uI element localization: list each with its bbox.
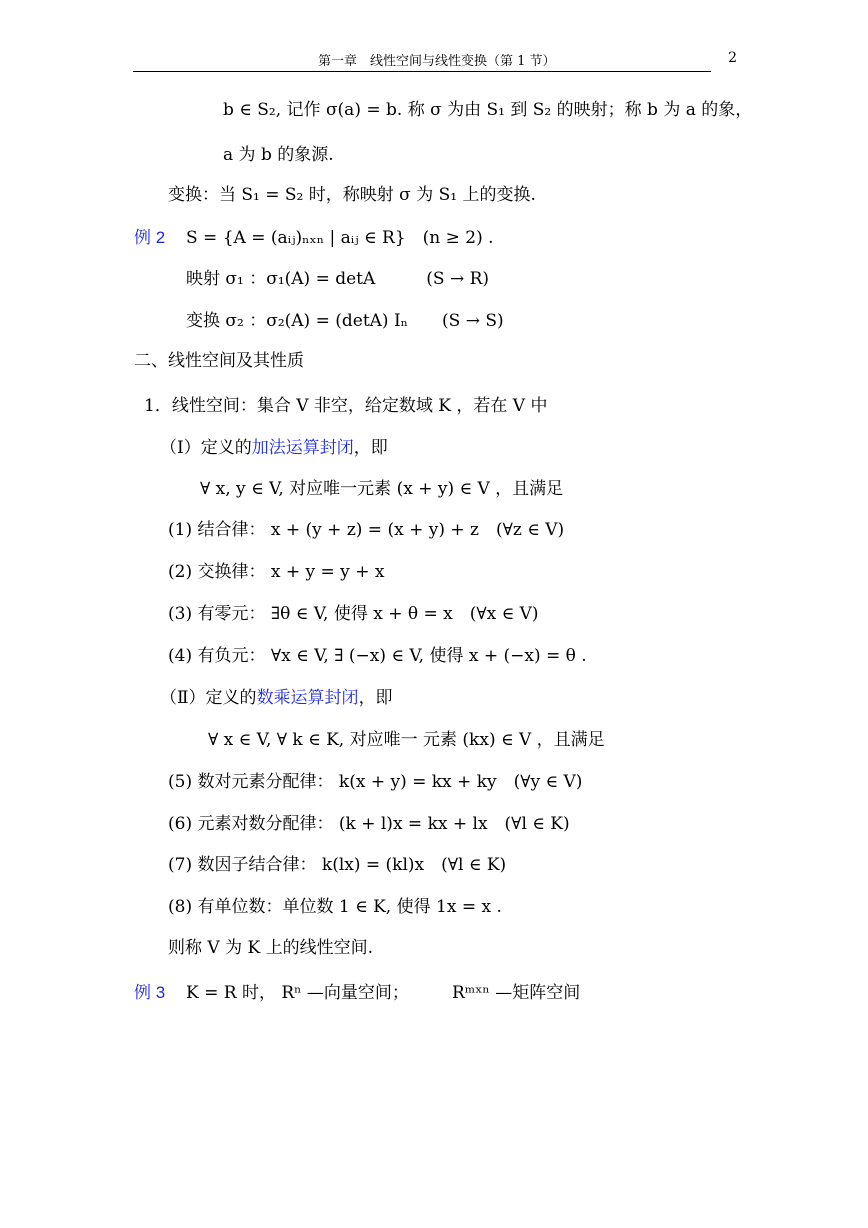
axiom-4: (4) 有负元： ∀x ∈ V, ∃ (−x) ∈ V, 使得 x + (−x) = θ . <box>168 646 587 666</box>
axiom-6: (6) 元素对数分配律： (k + l)x = kx + lx (∀l ∈ K) <box>168 814 570 834</box>
example-3-label: 例 3 <box>134 983 166 1002</box>
closure-addition-term: 加法运算封闭 <box>251 438 354 458</box>
text-line-preimage: a 为 b 的象源. <box>223 145 334 165</box>
axiom-1: (1) 结合律： x + (y + z) = (x + y) + z (∀z ∈ V) <box>168 520 565 540</box>
closure-addition-prefix: （Ⅰ）定义的 <box>160 438 252 458</box>
text-line-mapping-def: b ∈ S₂, 记作 σ(a) = b. 称 σ 为由 S₁ 到 S₂ 的映射；称 b 为 a 的象， <box>223 100 753 120</box>
definition-intro: 1．线性空间：集合 V 非空，给定数域 K ，若在 V 中 <box>144 396 548 416</box>
closure-addition-suffix: ，即 <box>353 438 388 458</box>
closure-addition-line <box>160 436 388 460</box>
page-header <box>133 50 737 70</box>
example-2-label: 例 2 <box>134 228 166 247</box>
closure-scalar-line <box>160 686 393 710</box>
definition-conclusion: 则称 V 为 K 上的线性空间. <box>168 938 373 958</box>
scalar-quantifier: ∀ x ∈ V, ∀ k ∈ K, 对应唯一 元素 (kx) ∈ V ，且满足 <box>208 730 605 750</box>
example-2-mapping: 映射 σ₁ ：σ₁(A) = detA (S → R) <box>186 269 490 289</box>
example-2-set: S = {A = (aᵢⱼ)ₙₓₙ | aᵢⱼ ∈ R} (n ≥ 2) . <box>186 228 494 248</box>
example-3-vector-space: K = R 时， Rⁿ —向量空间； <box>186 983 409 1003</box>
axiom-3: (3) 有零元： ∃θ ∈ V, 使得 x + θ = x (∀x ∈ V) <box>168 604 539 624</box>
closure-scalar-suffix: ，即 <box>358 688 393 708</box>
example-2-transform: 变换 σ₂ ：σ₂(A) = (detA) Iₙ (S → S) <box>186 311 504 331</box>
closure-scalar-prefix: （Ⅱ）定义的 <box>160 688 257 708</box>
axiom-2: (2) 交换律： x + y = y + x <box>168 562 385 582</box>
section-heading: 二、线性空间及其性质 <box>134 351 304 371</box>
page-number: 2 <box>728 50 737 66</box>
example-3-matrix-space: Rᵐˣⁿ —矩阵空间 <box>452 983 581 1003</box>
chapter-title: 第一章 线性空间与线性变换（第 1 节） <box>318 54 556 69</box>
axiom-8: (8) 有单位数：单位数 1 ∈ K, 使得 1x = x . <box>168 897 502 917</box>
closure-scalar-term: 数乘运算封闭 <box>256 688 359 708</box>
axiom-5: (5) 数对元素分配律： k(x + y) = kx + ky (∀y ∈ V) <box>168 772 583 792</box>
text-line-transform-def: 变换：当 S₁ = S₂ 时，称映射 σ 为 S₁ 上的变换. <box>168 185 536 205</box>
header-rule <box>133 71 711 72</box>
axiom-7: (7) 数因子结合律： k(lx) = (kl)x (∀l ∈ K) <box>168 855 507 875</box>
addition-quantifier: ∀ x, y ∈ V, 对应唯一元素 (x + y) ∈ V ，且满足 <box>200 479 564 499</box>
